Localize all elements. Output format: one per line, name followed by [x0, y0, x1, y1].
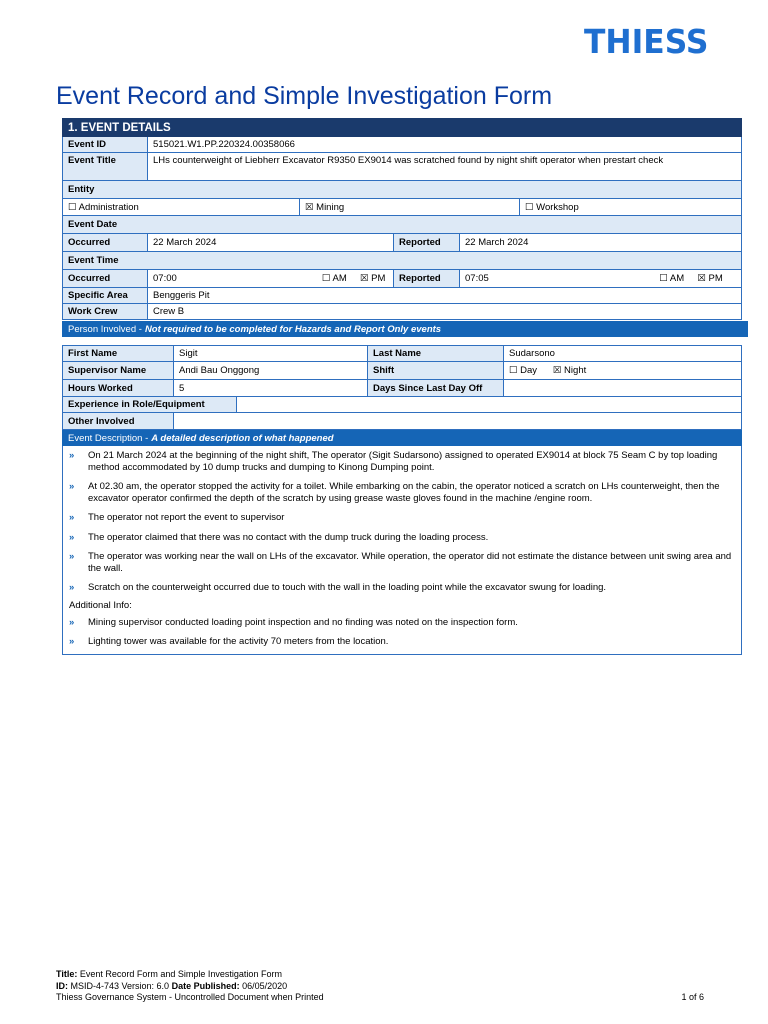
event-description-body: [62, 446, 742, 655]
event-id-value: 515021.W1.PP.220324.00358066: [147, 137, 741, 152]
event-description-header: [62, 430, 742, 446]
supervisor-name-label: Supervisor Name: [63, 362, 173, 379]
event-time-row: [62, 270, 742, 288]
occurred-time-cell: [147, 270, 393, 287]
reported-ampm: [659, 273, 736, 284]
experience-value: [236, 397, 742, 412]
reported-time-cell: [459, 270, 741, 287]
event-time-label: Event Time: [68, 255, 119, 266]
experience-row: [62, 397, 742, 413]
bullet-icon: »: [69, 450, 75, 461]
entity-header-row: [62, 181, 742, 199]
other-involved-row: [62, 413, 742, 430]
list-item-text: On 21 March 2024 at the beginning of the night shift, The operator (Sigit Sudarsono) assigned to operated EX9014 at block 75 Seam C by top loading method accommodated by 10 dump trucks and dumping to Kinong Dumping point.: [88, 450, 718, 473]
list-item: [69, 582, 735, 594]
other-involved-value: [173, 413, 741, 429]
work-crew-value: Crew B: [147, 304, 741, 319]
supervisor-name-value: Andi Bau Onggong: [173, 362, 367, 379]
list-item-text: Mining supervisor conducted loading point inspection and no finding was noted on the inspection form.: [88, 616, 518, 628]
occurred-ampm: [322, 273, 388, 284]
bullet-icon: »: [69, 616, 75, 628]
entity-workshop-checkbox[interactable]: ☐ Workshop: [519, 199, 741, 215]
event-description-title: Event Description -: [68, 432, 149, 444]
page-number: 1 of 6: [681, 992, 704, 1002]
footer-governance: Thiess Governance System - Uncontrolled Document when Printed: [56, 992, 324, 1002]
event-description-note: A detailed description of what happened: [151, 432, 334, 444]
person-involved-title: Person Involved -: [68, 323, 142, 335]
shift-night-checkbox[interactable]: ☒ Night: [552, 365, 587, 376]
event-title-label: Event Title: [63, 153, 147, 180]
specific-area-value: Benggeris Pit: [147, 288, 741, 303]
list-item: [69, 532, 735, 544]
reported-pm-checkbox[interactable]: ☒ PM: [697, 273, 723, 284]
entity-mining-checkbox[interactable]: ☒ Mining: [299, 199, 519, 215]
occurred-date-label: Occurred: [63, 234, 147, 251]
occurred-date-value: 22 March 2024: [147, 234, 393, 251]
shift-options: [503, 362, 741, 379]
bullet-icon: »: [69, 551, 75, 562]
list-item: [69, 512, 735, 524]
list-item-text: The operator not report the event to supervisor: [88, 512, 285, 523]
work-crew-row: [62, 304, 742, 320]
list-item-text: Scratch on the counterweight occurred due to touch with the wall in the loading point while the excavator swung for loading.: [88, 582, 607, 593]
event-form: [62, 118, 742, 655]
list-item: [69, 481, 735, 504]
bullet-icon: »: [69, 531, 75, 543]
other-involved-label: Other Involved: [63, 413, 173, 429]
footer-published-value: 06/05/2020: [242, 980, 288, 991]
hours-worked-value: 5: [173, 380, 367, 396]
event-title-value: LHs counterweight of Liebherr Excavator R9350 EX9014 was scratched found by night shift operator when prestart check: [147, 153, 741, 180]
days-since-value: [503, 380, 741, 396]
supervisor-row: [62, 362, 742, 380]
names-row: [62, 345, 742, 362]
footer-id-line: [56, 981, 704, 993]
list-item: [69, 551, 735, 574]
footer-title-line: [56, 969, 704, 981]
hours-worked-label: Hours Worked: [63, 380, 173, 396]
page-title: Event Record and Simple Investigation Form: [56, 82, 553, 110]
footer-title-value: Event Record Form and Simple Investigation Form: [79, 969, 282, 979]
section-event-details: 1. EVENT DETAILS: [62, 118, 742, 137]
bullet-icon: »: [69, 481, 75, 492]
footer-id-value: MSID-4-743 Version: 6.0: [70, 980, 170, 991]
list-item: [69, 617, 735, 629]
footer-id-label: ID:: [56, 980, 68, 991]
reported-time-value: 07:05: [465, 273, 489, 284]
list-item: [69, 636, 735, 648]
first-name-label: First Name: [63, 346, 173, 361]
event-date-row: [62, 234, 742, 252]
person-involved-note: Not required to be completed for Hazards and Report Only events: [144, 323, 442, 335]
bullet-icon: »: [69, 582, 75, 593]
occurred-am-checkbox[interactable]: ☐ AM: [321, 273, 347, 284]
bullet-icon: »: [69, 512, 75, 523]
list-item-text: The operator was working near the wall on LHs of the excavator. While operation, the operator did not estimate the distance between unit swing area and the wall.: [88, 551, 732, 574]
reported-date-label: Reported: [393, 234, 459, 251]
experience-label: Experience in Role/Equipment: [63, 397, 236, 412]
list-item-text: The operator claimed that there was no contact with the dump truck during the loading process.: [88, 531, 489, 543]
last-name-value: Sudarsono: [503, 346, 741, 361]
entity-administration-checkbox[interactable]: ☐ Administration: [68, 201, 139, 213]
event-date-header-row: [62, 216, 742, 234]
occurred-time-label: Occurred: [63, 270, 147, 287]
occurred-time-value: 07:00: [153, 273, 177, 284]
entity-label: Entity: [68, 184, 95, 195]
list-item-text: Lighting tower was available for the activity 70 meters from the location.: [88, 636, 389, 647]
specific-area-label: Specific Area: [63, 288, 147, 303]
reported-am-checkbox[interactable]: ☐ AM: [659, 273, 685, 284]
shift-label: Shift: [367, 362, 503, 379]
event-time-header-row: [62, 252, 742, 270]
entity-options-row: [62, 199, 742, 216]
work-crew-label: Work Crew: [63, 304, 147, 319]
specific-area-row: [62, 288, 742, 304]
person-involved-header: [62, 321, 748, 337]
reported-date-value: 22 March 2024: [459, 234, 741, 251]
list-item: [69, 450, 735, 473]
footer-published-label: Date Published:: [171, 980, 240, 991]
additional-info-label: Additional Info:: [69, 599, 132, 611]
reported-time-label: Reported: [393, 270, 459, 287]
thiess-logo: THIESS: [584, 22, 709, 61]
bullet-icon: »: [69, 636, 75, 647]
occurred-pm-checkbox[interactable]: ☒ PM: [359, 273, 386, 284]
page-footer: [56, 969, 704, 1004]
first-name-value: Sigit: [173, 346, 367, 361]
days-since-label: Days Since Last Day Off: [367, 380, 503, 396]
footer-title-label: Title:: [56, 969, 78, 979]
shift-day-checkbox[interactable]: ☐ Day: [509, 365, 538, 376]
list-item-text: At 02.30 am, the operator stopped the activity for a toilet. While embarking on the cabin, the operator noticed a scratch on LHs counterweight, then the excavator operator confirmed the depth of the scratch by using grease waste gloves found in the machine /engine room.: [88, 481, 720, 504]
event-id-label: Event ID: [63, 137, 147, 152]
event-title-row: [62, 153, 742, 181]
event-date-label: Event Date: [68, 219, 118, 230]
last-name-label: Last Name: [367, 346, 503, 361]
event-id-row: [62, 137, 742, 153]
hours-row: [62, 380, 742, 397]
